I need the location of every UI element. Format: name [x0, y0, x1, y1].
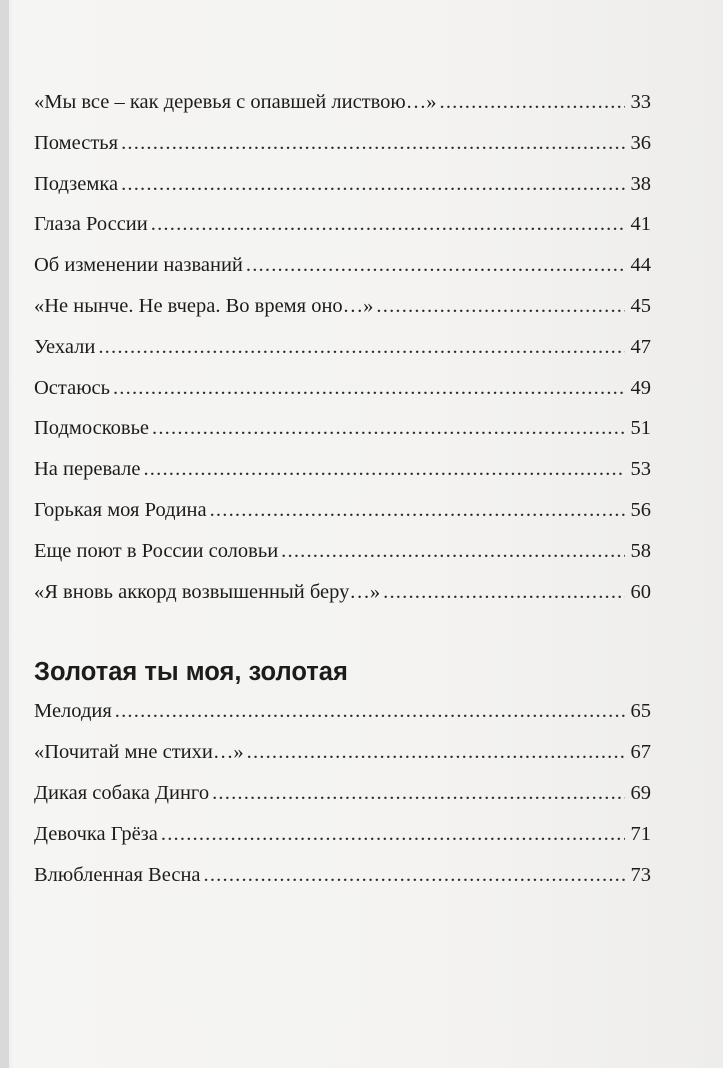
- toc-entry-page: 49: [630, 376, 651, 399]
- dot-leader: [210, 500, 625, 521]
- toc-entry: [34, 92, 651, 133]
- toc-entry-title: Девочка Грёза: [34, 822, 158, 845]
- toc-entry-page: 44: [630, 254, 651, 277]
- toc-entry-page: 38: [630, 172, 651, 195]
- dot-leader: [151, 214, 625, 235]
- toc-entry: [34, 459, 651, 500]
- toc-entry-title: «Я вновь аккорд возвышенный беру…»: [34, 580, 381, 603]
- dot-leader: [204, 865, 625, 886]
- toc-entry: [34, 865, 651, 906]
- toc-entry: [34, 296, 651, 337]
- toc-entry-title: «Мы все – как деревья с опавшей листвою…»: [34, 91, 437, 113]
- toc-entry: [34, 824, 651, 865]
- dot-leader: [440, 92, 626, 113]
- section-entries: [34, 701, 651, 905]
- toc-entry-page: 69: [630, 781, 651, 804]
- toc-entry-page: 45: [630, 294, 651, 317]
- toc-entry: [34, 214, 651, 255]
- toc-entry-page: 47: [630, 335, 651, 358]
- toc-entry: [34, 582, 651, 623]
- toc-entry-page: 56: [630, 498, 651, 521]
- toc-entry-page: 33: [630, 91, 651, 113]
- toc-entry: [34, 337, 651, 378]
- toc-entry: [34, 378, 651, 419]
- toc-entry-page: 71: [630, 822, 651, 845]
- toc-entry-title: Об изменении названий: [34, 254, 243, 277]
- toc-entry: [34, 783, 651, 824]
- dot-leader: [383, 582, 625, 603]
- toc-entry-title: Горькая моя Родина: [34, 498, 207, 521]
- toc-entry-title: Глаза России: [34, 213, 148, 236]
- toc-entry: [34, 174, 651, 215]
- toc-entry-title: Влюбленная Весна: [34, 863, 201, 886]
- dot-leader: [246, 255, 625, 276]
- dot-leader: [121, 174, 625, 195]
- toc-entry-title: Дикая собака Динго: [34, 781, 210, 804]
- dot-leader: [143, 459, 625, 480]
- toc-entry-title: Подмосковье: [34, 417, 150, 440]
- page-edge: [0, 0, 9, 1068]
- dot-leader: [376, 296, 625, 317]
- dot-leader: [281, 541, 625, 562]
- toc-entry: [34, 133, 651, 174]
- toc-entry-title: Мелодия: [34, 700, 112, 723]
- dot-leader: [247, 742, 625, 763]
- toc-entry-page: 67: [630, 741, 651, 764]
- toc-entry-title: Еще поют в России соловьи: [34, 539, 279, 562]
- toc-entry-title: «Почитай мне стихи…»: [34, 741, 244, 764]
- toc-entry-page: 41: [630, 213, 651, 236]
- dot-leader: [161, 824, 625, 845]
- toc-entry-title: Подземка: [34, 172, 119, 195]
- toc-entry-page: 58: [630, 539, 651, 562]
- toc-entry-page: 36: [630, 131, 651, 154]
- toc-entry-page: 65: [630, 700, 651, 723]
- dot-leader: [98, 337, 625, 358]
- toc-entry: [34, 418, 651, 459]
- toc-entry-title: На перевале: [34, 458, 141, 481]
- toc-entry: [34, 500, 651, 541]
- toc-entry: [34, 742, 651, 783]
- dot-leader: [212, 783, 625, 804]
- toc-entry-title: Поместья: [34, 131, 119, 154]
- dot-leader: [152, 418, 625, 439]
- toc-entry-title: Уехали: [34, 335, 96, 358]
- toc-entry-page: 51: [630, 417, 651, 440]
- toc-entry: [34, 701, 651, 742]
- toc-entry-title: Остаюсь: [34, 376, 110, 399]
- toc-entry: [34, 541, 651, 582]
- dot-leader: [113, 378, 625, 399]
- section-heading: Золотая ты моя, золотая: [34, 658, 348, 687]
- table-of-contents: [34, 92, 651, 905]
- toc-entry-page: 73: [630, 863, 651, 886]
- toc-entry-title: «Не нынче. Не вчера. Во время оно…»: [34, 294, 374, 317]
- toc-entry-page: 60: [630, 580, 651, 603]
- dot-leader: [115, 701, 625, 722]
- toc-entry-page: 53: [630, 458, 651, 481]
- toc-entry: [34, 255, 651, 296]
- dot-leader: [121, 133, 625, 154]
